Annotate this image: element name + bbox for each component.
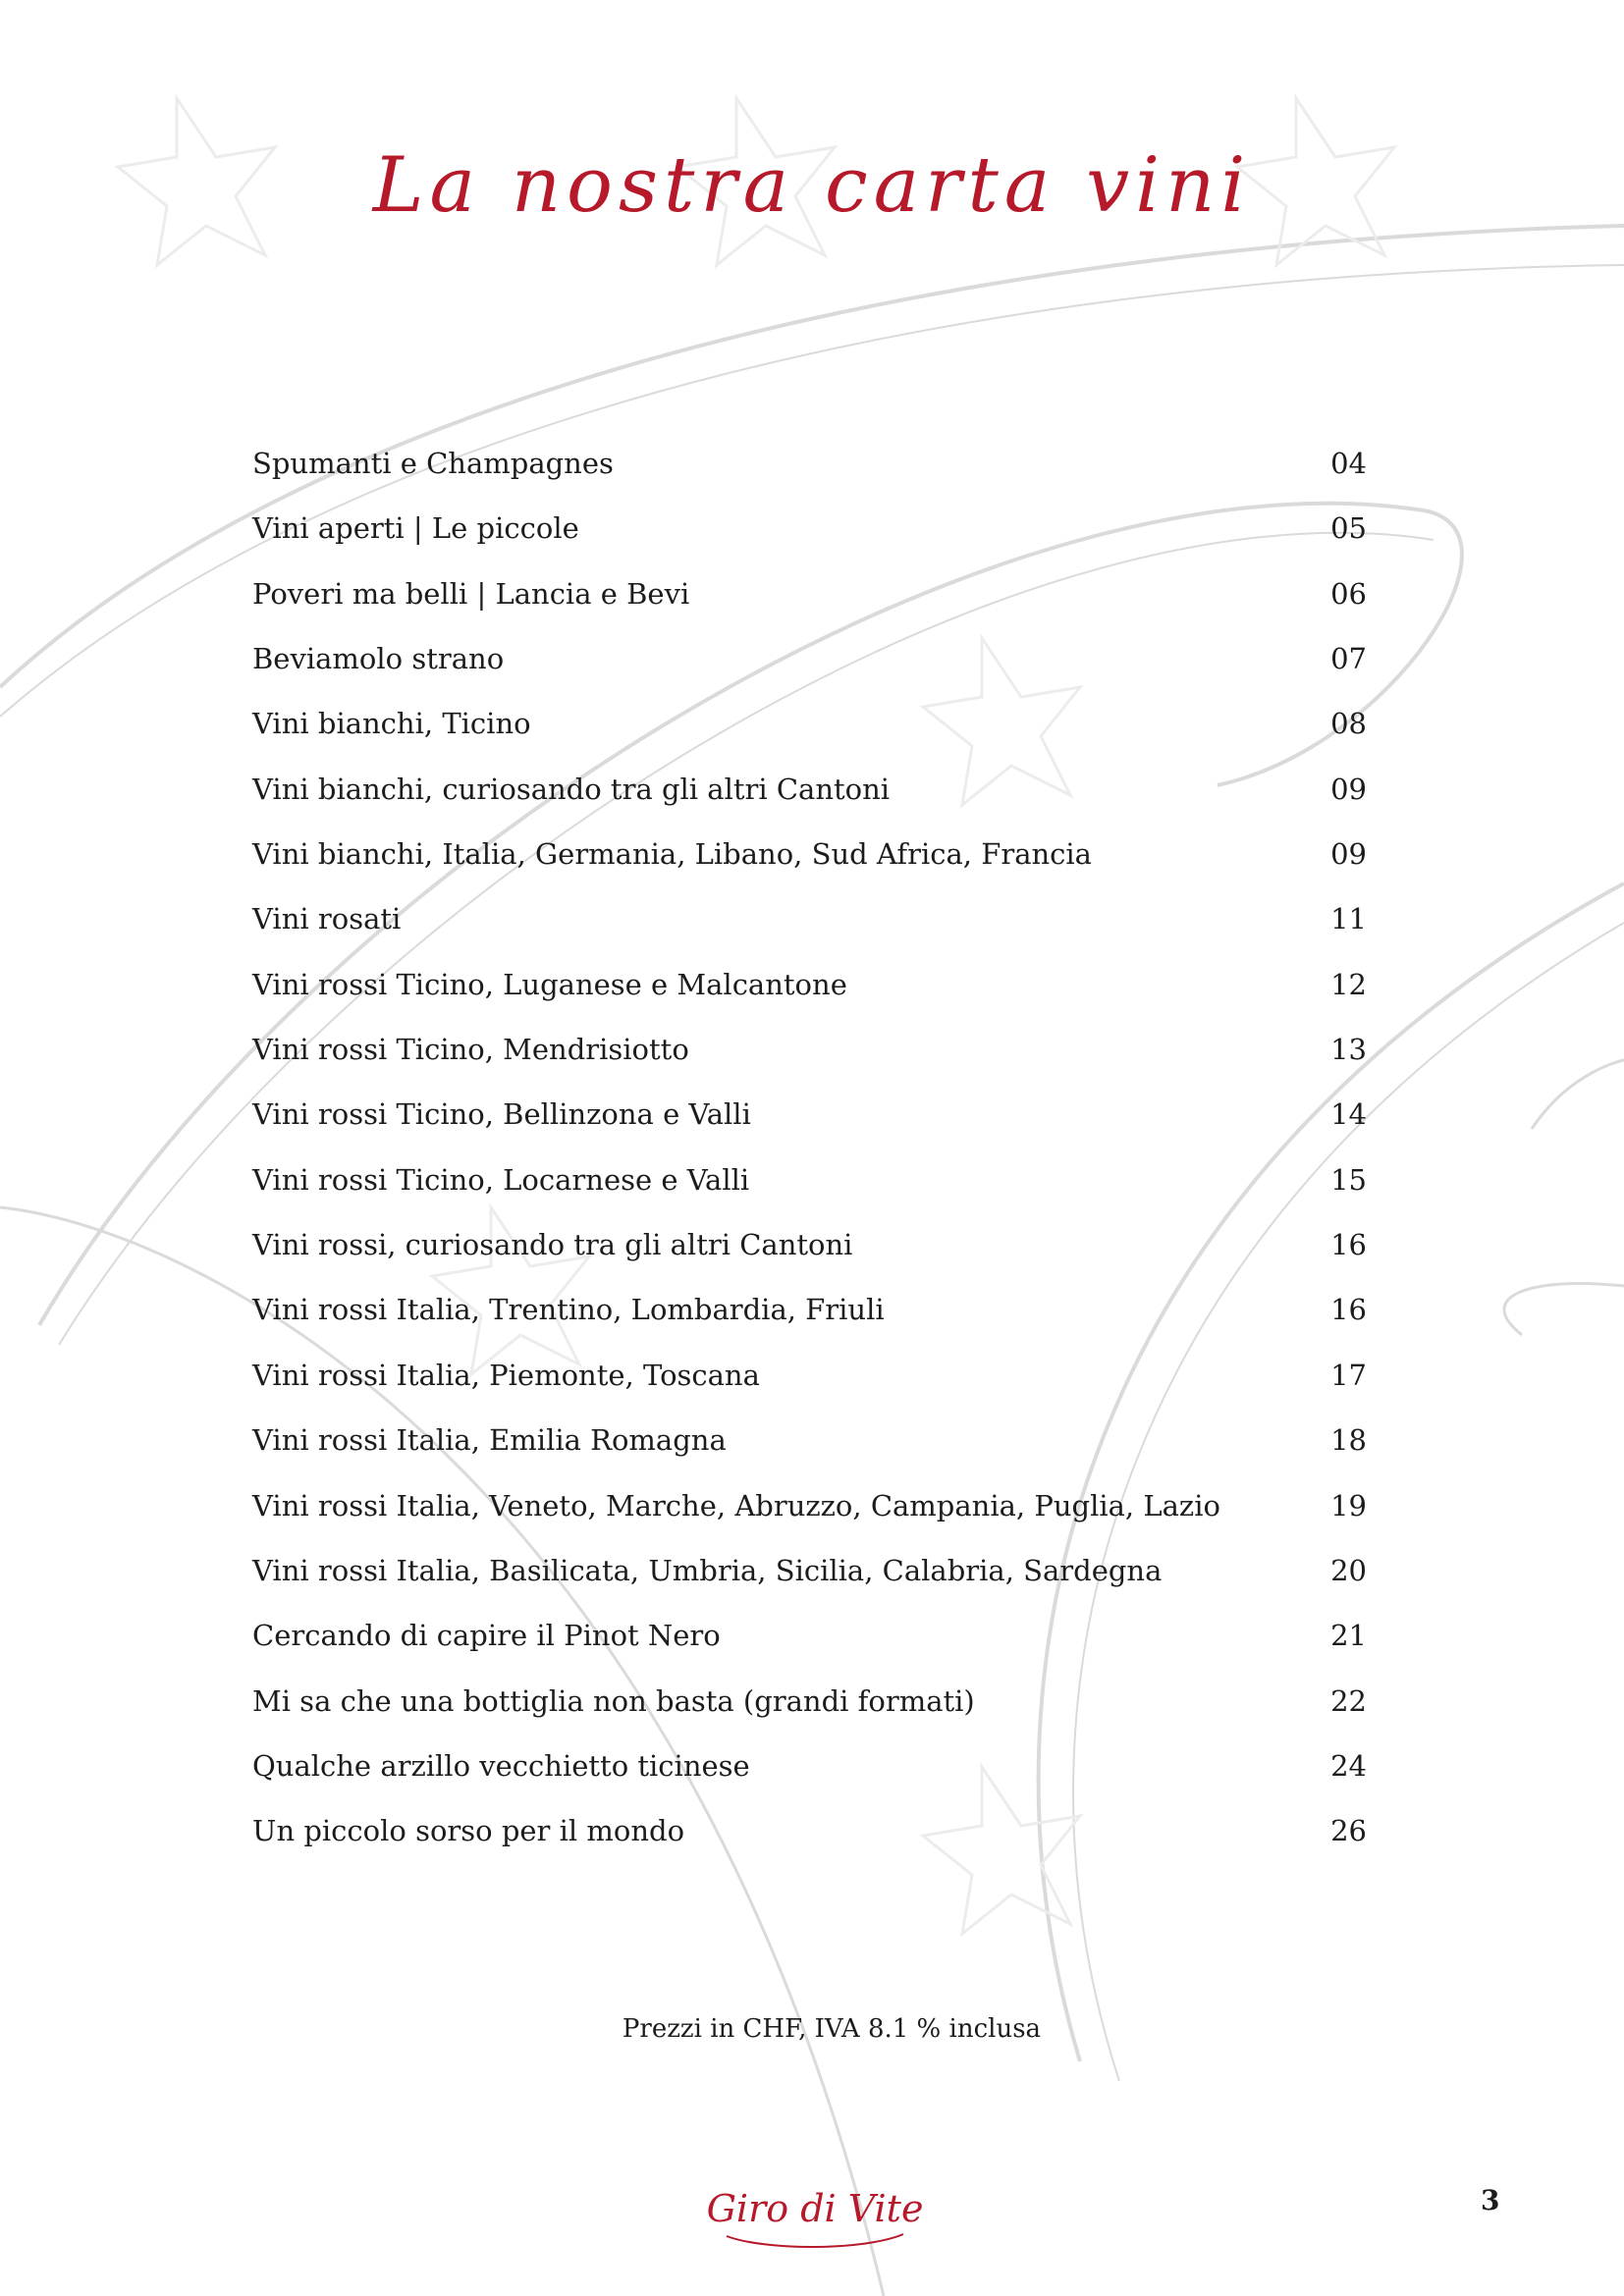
toc-row [252,837,1367,902]
toc-page: 22 [1330,1683,1367,1718]
toc-row [252,968,1367,1033]
brand-logo [707,2167,923,2256]
toc-label: Vini bianchi, Ticino [252,707,531,741]
page-number: 3 [1481,2184,1500,2216]
toc-page: 19 [1330,1488,1367,1522]
toc-label: Vini rosati [252,902,402,936]
toc-page: 08 [1330,707,1367,741]
toc-row [252,1163,1367,1228]
toc-row [252,707,1367,772]
toc-row [252,1359,1367,1423]
toc-label: Vini rossi Italia, Basilicata, Umbria, Sicilia, Calabria, Sardegna [252,1553,1163,1587]
toc-row [252,1293,1367,1358]
toc-row [252,1228,1367,1293]
toc-row [252,1423,1367,1488]
toc-page: 17 [1330,1358,1367,1392]
toc-label: Vini rossi Ticino, Locarnese e Valli [252,1162,750,1197]
toc-page: 26 [1330,1814,1367,1848]
toc-page: 16 [1330,1228,1367,1262]
toc-row [252,642,1367,707]
toc-label: Vini rossi Italia, Emilia Romagna [252,1423,727,1458]
toc-label: Vini rossi Italia, Piemonte, Toscana [252,1358,760,1392]
toc-label: Vini rossi Ticino, Mendrisiotto [252,1033,689,1067]
toc-label: Vini rossi, curiosando tra gli altri Cantoni [252,1228,853,1262]
toc-label: Mi sa che una bottiglia non basta (grandi formati) [252,1683,975,1718]
toc-row [252,577,1367,642]
toc-page: 15 [1330,1162,1367,1197]
toc-row [252,1489,1367,1554]
toc-page: 06 [1330,576,1367,611]
toc-page: 14 [1330,1097,1367,1132]
toc-label: Spumanti e Champagnes [252,447,614,480]
price-note: Prezzi in CHF, IVA 8.1 % inclusa [622,2014,1042,2044]
toc-label: Vini rossi Ticino, Luganese e Malcantone [252,967,847,1001]
toc-row [252,1619,1367,1683]
toc-row [252,447,1367,511]
toc-row [252,1554,1367,1619]
toc-page: 13 [1330,1033,1367,1067]
toc-page: 07 [1330,642,1367,676]
toc-label: Vini bianchi, Italia, Germania, Libano, Sud Africa, Francia [252,837,1092,872]
toc-row [252,511,1367,576]
toc-label: Beviamolo strano [252,642,505,676]
toc-row [252,773,1367,837]
toc-row [252,1684,1367,1749]
brand-logo-text: Giro di Vite [707,2187,923,2230]
toc-row [252,1033,1367,1097]
toc-page: 24 [1330,1748,1367,1783]
toc-label: Un piccolo sorso per il mondo [252,1814,685,1848]
page-title: La nostra carta vini [372,141,1252,230]
toc-page: 12 [1330,967,1367,1001]
toc-label: Qualche arzillo vecchietto ticinese [252,1748,750,1783]
toc-page: 11 [1330,902,1367,936]
toc-page: 09 [1330,772,1367,806]
toc-label: Vini bianchi, curiosando tra gli altri Cantoni [252,772,891,806]
table-of-contents [252,447,1367,1880]
toc-label: Vini aperti | Le piccole [252,511,579,546]
toc-label: Poveri ma belli | Lancia e Bevi [252,576,690,611]
toc-page: 18 [1330,1423,1367,1458]
toc-page: 05 [1330,511,1367,546]
toc-label: Cercando di capire il Pinot Nero [252,1619,721,1653]
toc-page: 04 [1330,447,1367,480]
toc-label: Vini rossi Italia, Trentino, Lombardia, Friuli [252,1293,885,1327]
toc-page: 20 [1330,1553,1367,1587]
toc-label: Vini rossi Italia, Veneto, Marche, Abruzzo, Campania, Puglia, Lazio [252,1488,1220,1522]
toc-page: 16 [1330,1293,1367,1327]
toc-row [252,1749,1367,1814]
toc-row [252,1097,1367,1162]
toc-row [252,1814,1367,1879]
toc-row [252,902,1367,967]
toc-page: 21 [1330,1619,1367,1653]
toc-page: 09 [1330,837,1367,872]
toc-label: Vini rossi Ticino, Bellinzona e Valli [252,1097,751,1132]
